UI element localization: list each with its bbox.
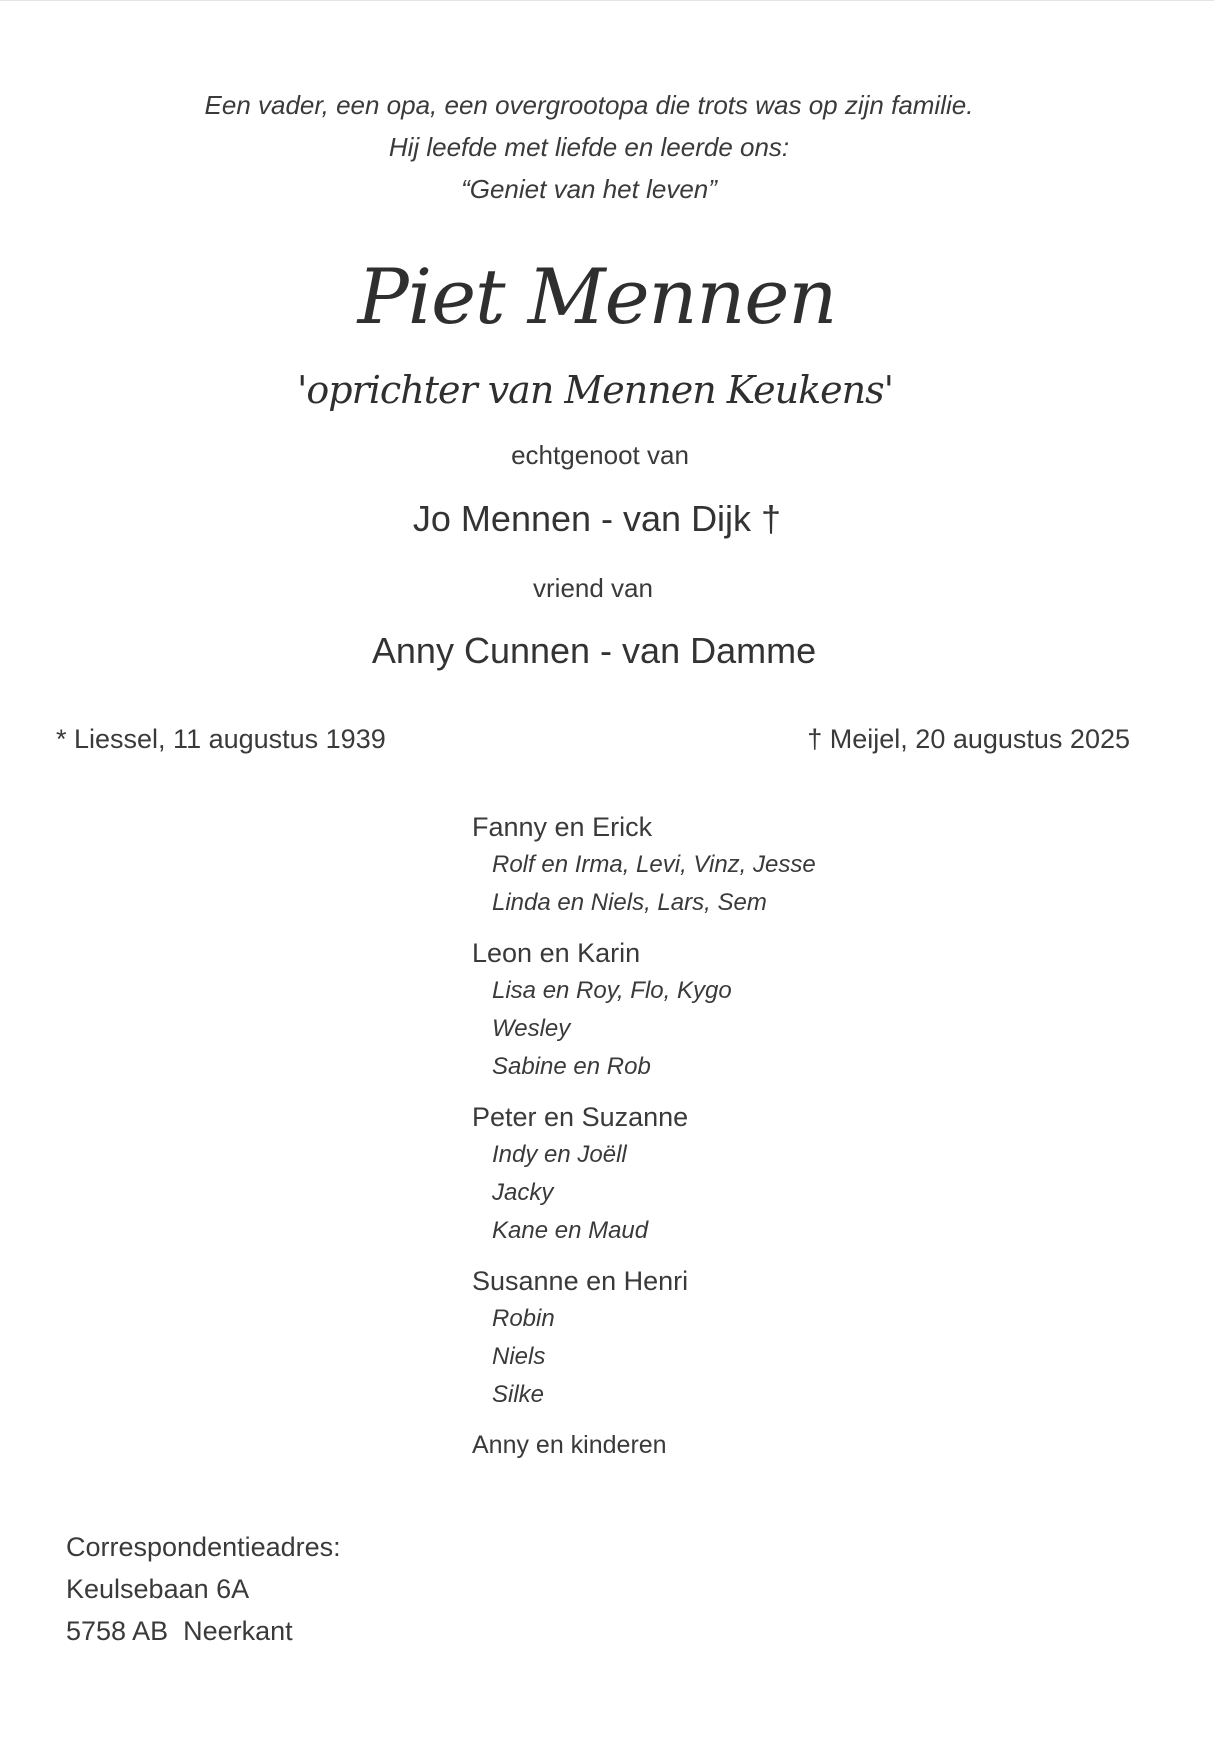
family-parents: Peter en Suzanne — [472, 1102, 689, 1132]
family-group — [472, 1098, 1072, 1250]
correspondence-address — [66, 1526, 341, 1652]
friend-name: Anny Cunnen - van Damme — [371, 630, 817, 671]
family-child: Sabine en Rob — [492, 1053, 651, 1080]
family-child: Kane en Maud — [492, 1217, 649, 1244]
family-parents: Anny en kinderen — [472, 1431, 667, 1459]
family-child: Rolf en Irma, Levi, Vinz, Jesse — [492, 851, 816, 878]
family-parents: Leon en Karin — [472, 938, 641, 968]
motto-text — [0, 84, 1178, 210]
family-group — [472, 1262, 1072, 1414]
birth-date: * Liessel, 11 augustus 1939 — [56, 724, 386, 754]
family-list — [472, 808, 1072, 1464]
family-child: Indy en Joëll — [492, 1141, 627, 1168]
family-child: Robin — [492, 1305, 555, 1332]
family-child: Jacky — [492, 1179, 554, 1206]
family-parents: Susanne en Henri — [472, 1266, 689, 1296]
family-child: Lisa en Roy, Flo, Kygo — [492, 977, 732, 1004]
deceased-name: Piet Mennen — [357, 252, 837, 341]
correspondence-city: 5758 AB Neerkant — [66, 1616, 293, 1646]
correspondence-label: Correspondentieadres: — [66, 1532, 341, 1562]
motto-line: Hij leefde met liefde en leerde ons: — [388, 132, 790, 162]
family-child: Wesley — [492, 1015, 571, 1042]
top-border — [0, 0, 1214, 1]
family-parents: Fanny en Erick — [472, 812, 653, 842]
correspondence-street: Keulsebaan 6A — [66, 1574, 250, 1604]
family-child: Niels — [492, 1343, 546, 1370]
family-group — [472, 808, 1072, 922]
friend-label: vriend van — [533, 573, 653, 603]
deceased-title: 'oprichter van Mennen Keukens' — [296, 368, 894, 412]
family-group — [472, 934, 1072, 1086]
family-child: Linda en Niels, Lars, Sem — [492, 889, 767, 916]
family-group — [472, 1426, 1072, 1464]
spouse-label: echtgenoot van — [511, 440, 689, 470]
family-child: Silke — [492, 1381, 545, 1408]
motto-line: Een vader, een opa, een overgrootopa die trots was op zijn familie. — [204, 90, 974, 120]
spouse-name: Jo Mennen - van Dijk † — [412, 498, 782, 539]
motto-line: “Geniet van het leven” — [461, 174, 717, 204]
death-date: † Meijel, 20 augustus 2025 — [807, 724, 1130, 754]
